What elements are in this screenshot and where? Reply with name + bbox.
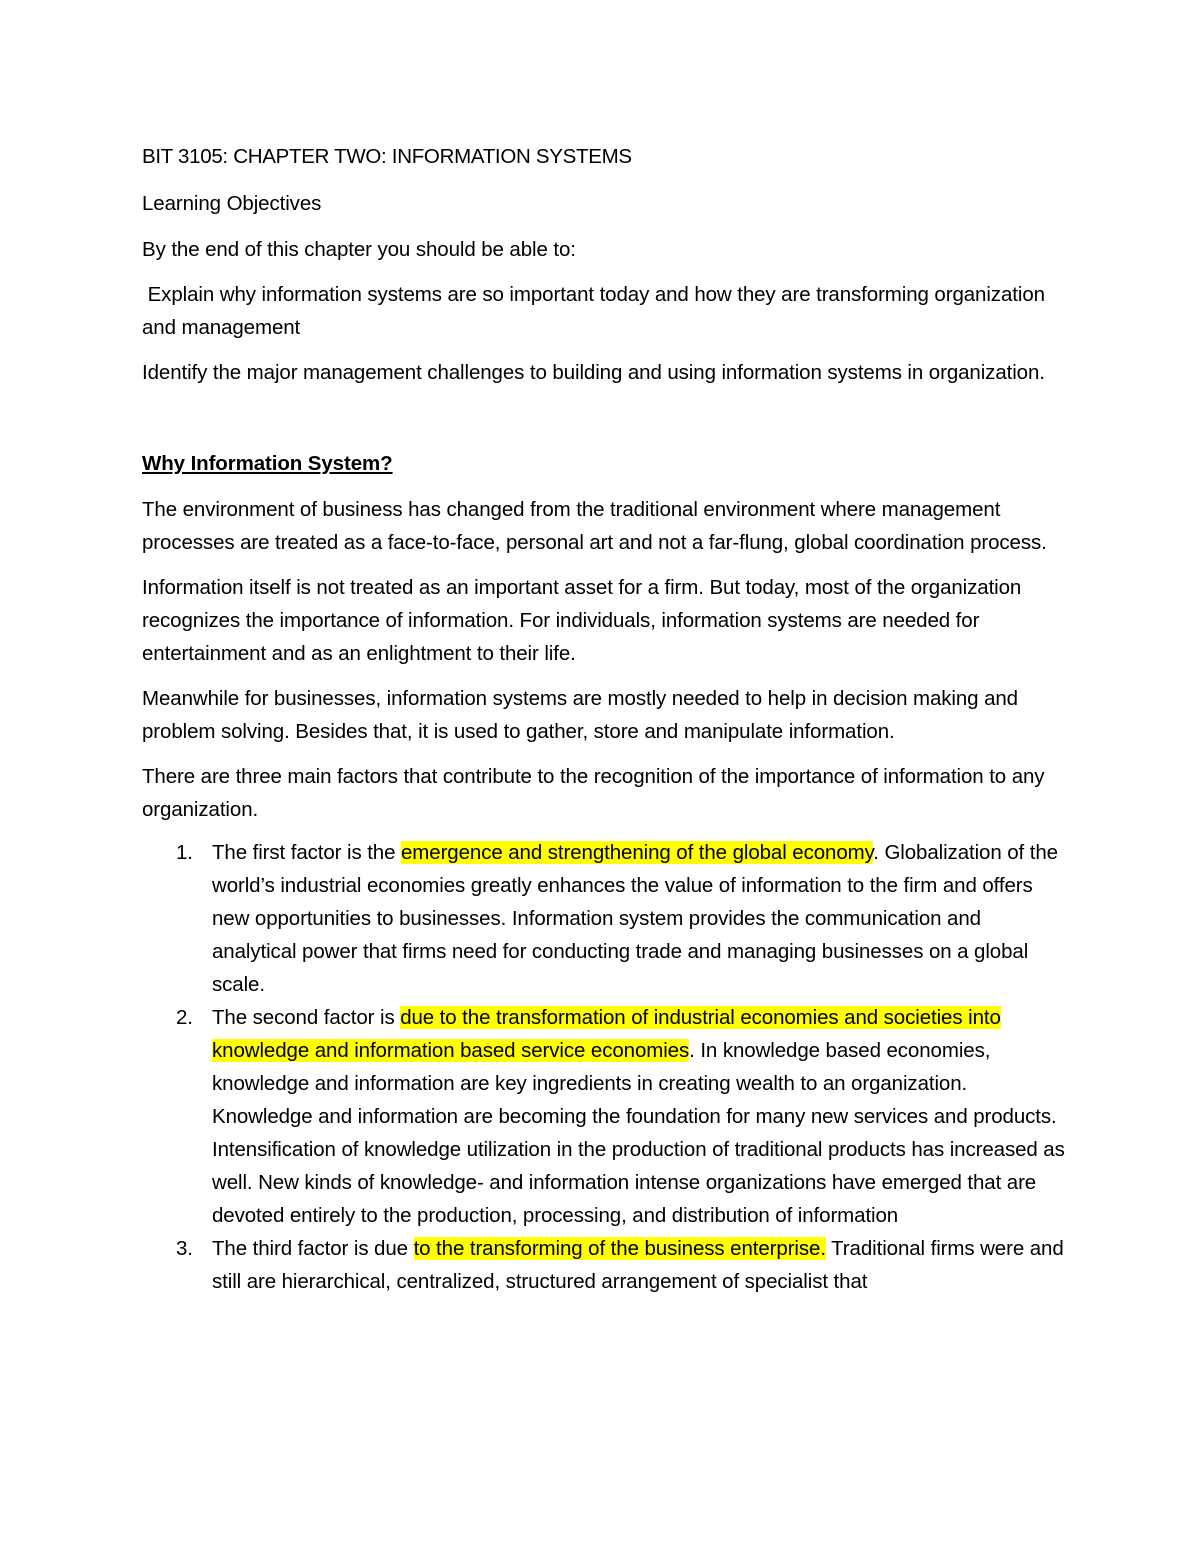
factor-item xyxy=(142,836,1067,1001)
factor-text: . Globalization of the world’s industrial economies greatly enhances the value of information to the firm and offers new opportunities to businesses. Information system provides the communication and analytical power that firms need for conducting trade and managing businesses on a global scale. xyxy=(212,841,1058,996)
document-body xyxy=(142,140,1067,1298)
section-heading: Why Information System? xyxy=(142,452,393,475)
body-paragraph: Information itself is not treated as an important asset for a firm. But today, most of the organization recognizes the importance of information. For individuals, information systems are needed for entertainment and as an enlightment to their life. xyxy=(142,576,1022,665)
factor-item xyxy=(142,1232,1067,1298)
learning-objectives-heading: Learning Objectives xyxy=(142,192,322,215)
factors-list xyxy=(142,836,1067,1298)
factor-text: The third factor is due xyxy=(212,1237,414,1260)
spacer xyxy=(142,401,1067,447)
list-number: 2. xyxy=(176,1006,193,1029)
factor-text: The first factor is the xyxy=(212,841,401,864)
body-paragraph: There are three main factors that contribute to the recognition of the importance of information to any organization. xyxy=(142,765,1045,821)
highlighted-text: due to the transformation of industrial economies and societies into knowledge and information based service economies xyxy=(212,1006,1001,1062)
body-paragraph: The environment of business has changed from the traditional environment where management processes are treated as a face-to-face, personal art and not a far-flung, global coordination process. xyxy=(142,498,1047,554)
list-number: 3. xyxy=(176,1237,193,1260)
highlighted-text: emergence and strengthening of the global economy xyxy=(401,841,874,864)
factor-item xyxy=(142,1001,1067,1232)
document-title: BIT 3105: CHAPTER TWO: INFORMATION SYSTEMS xyxy=(142,145,632,168)
highlighted-text: to the transforming of the business enterprise. xyxy=(413,1237,826,1260)
factor-text: . In knowledge based economies, knowledge and information are key ingredients in creating wealth to an organization. Knowledge and information are becoming the foundation for many new services and products. Intensification of knowledge utilization in the production of traditional products has increased as well. New kinds of knowledge- and information intense organizations have emerged that are devoted entirely to the production, processing, and distribution of information xyxy=(212,1039,1065,1227)
body-paragraph: Meanwhile for businesses, information systems are mostly needed to help in decision making and problem solving. Besides that, it is used to gather, store and manipulate information. xyxy=(142,687,1018,743)
list-number: 1. xyxy=(176,841,193,864)
factor-text: The second factor is xyxy=(212,1006,401,1029)
objectives-intro: By the end of this chapter you should be able to: xyxy=(142,238,576,261)
factor-text: Traditional firms were and still are hierarchical, centralized, structured arrangement of specialist that xyxy=(212,1237,1064,1293)
objective-item: Identify the major management challenges to building and using information systems in organization. xyxy=(142,361,1045,384)
objective-item: Explain why information systems are so important today and how they are transforming organization and management xyxy=(142,283,1051,339)
